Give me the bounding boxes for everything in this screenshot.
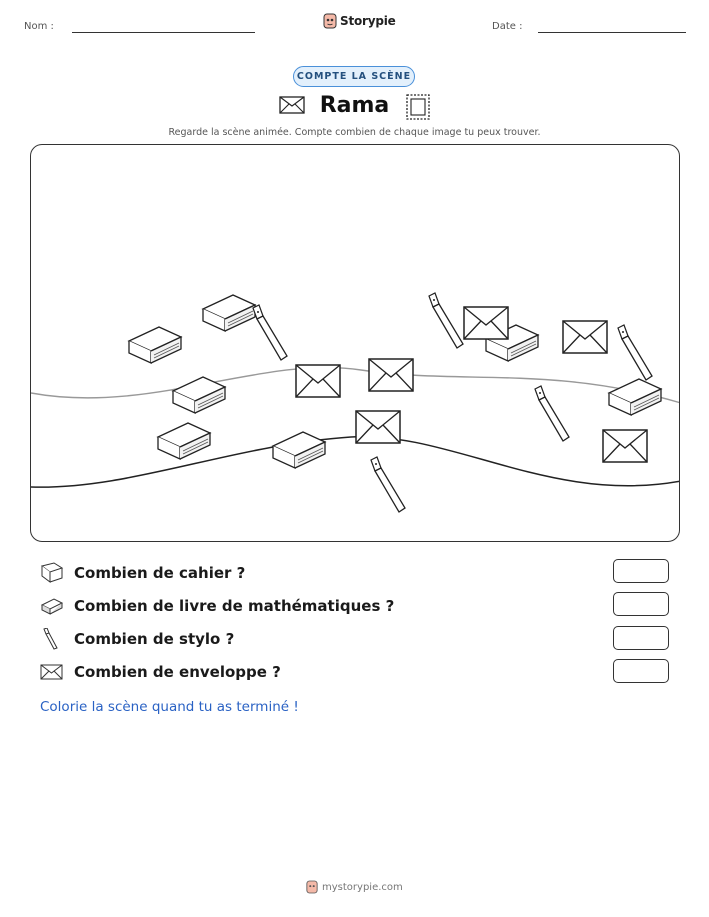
mascot-icon — [323, 13, 337, 29]
answer-box[interactable] — [613, 626, 669, 650]
question-row — [40, 561, 245, 585]
book-item — [158, 423, 210, 459]
instruction-text: Regarde la scène animée. Compte combien de chaque image tu peux trouver. — [168, 127, 541, 138]
envelope-item — [603, 430, 647, 462]
book-item — [129, 327, 181, 363]
notebook-icon — [40, 561, 66, 585]
book-item — [609, 379, 661, 415]
mascot-icon — [306, 880, 318, 894]
name-line[interactable] — [72, 32, 255, 33]
question-text: Combien de stylo ? — [74, 630, 235, 648]
stamp-icon — [406, 94, 430, 120]
envelope-item — [563, 321, 607, 353]
math-book-icon — [40, 594, 66, 618]
question-text: Combien de cahier ? — [74, 564, 246, 582]
answer-box[interactable] — [613, 659, 669, 683]
footer — [306, 880, 403, 894]
pen-item — [535, 386, 569, 441]
envelope-item — [356, 411, 400, 443]
answer-box[interactable] — [613, 559, 669, 583]
pen-item — [253, 305, 287, 360]
footer-url[interactable]: mystorypie.com — [322, 881, 403, 893]
envelope-icon — [40, 660, 66, 684]
pen-item — [371, 457, 405, 512]
animated-scene — [30, 144, 680, 542]
date-line[interactable] — [538, 32, 686, 33]
envelope-item — [464, 307, 508, 339]
scene-illustration — [31, 145, 680, 542]
book-item — [203, 295, 255, 331]
question-row — [40, 627, 234, 651]
question-row — [40, 594, 394, 618]
brand-name: Storypie — [340, 14, 396, 28]
page-title: Rama — [319, 93, 390, 118]
coloring-instruction: Colorie la scène quand tu as terminé ! — [40, 699, 299, 715]
question-text: Combien de livre de mathématiques ? — [74, 597, 395, 615]
book-item — [173, 377, 225, 413]
answer-box[interactable] — [613, 592, 669, 616]
question-text: Combien de enveloppe ? — [74, 663, 281, 681]
pen-item — [618, 325, 652, 380]
envelope-item — [369, 359, 413, 391]
name-label: Nom : — [24, 21, 54, 32]
book-item — [273, 432, 325, 468]
pen-icon — [40, 627, 66, 651]
activity-badge: COMPTE LA SCÈNE — [293, 66, 415, 87]
question-row — [40, 660, 281, 684]
date-label: Date : — [492, 21, 523, 32]
brand-logo — [323, 13, 396, 29]
envelope-item — [296, 365, 340, 397]
pen-item — [429, 293, 463, 348]
